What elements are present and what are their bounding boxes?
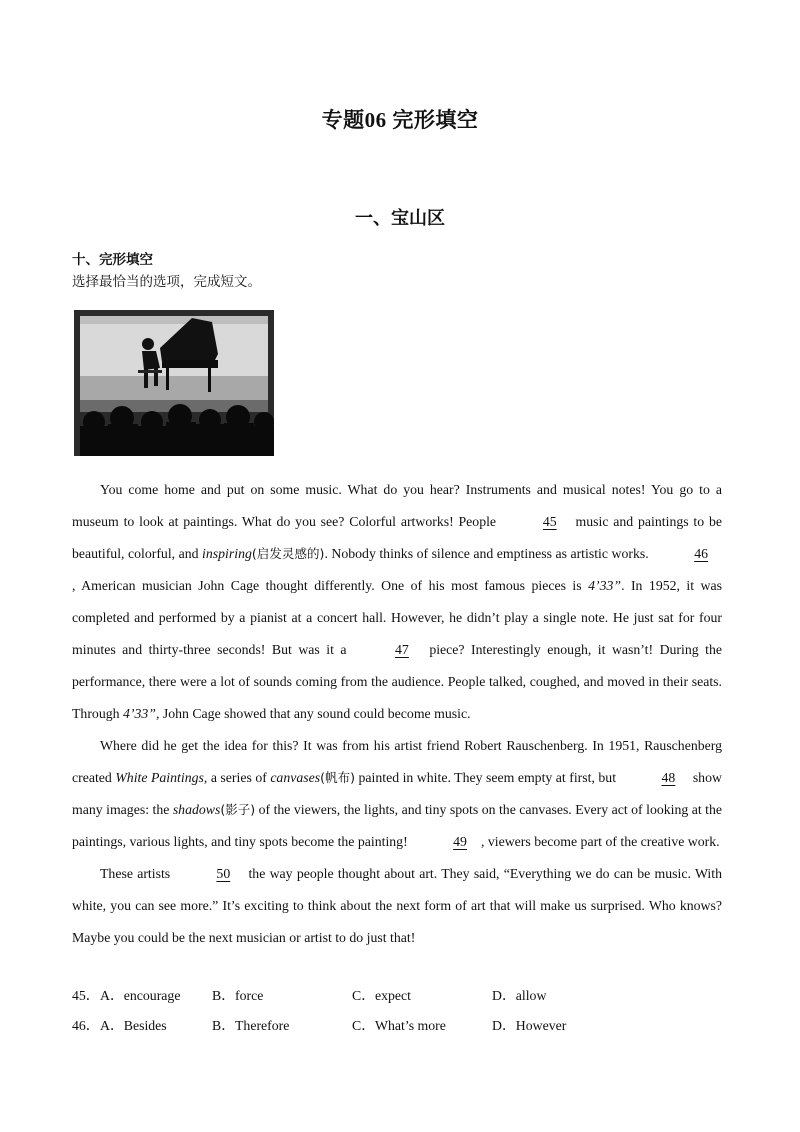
passage-text: You come home and put on some music. What do you hear? Instruments and musical notes! You go to a museum to look at paintings. What do you see? Colorful artworks! People <box>72 482 722 529</box>
option-46-d[interactable]: D．However <box>492 1018 567 1033</box>
passage-text: . Nobody thinks of silence and emptiness as artistic works. <box>324 546 653 561</box>
passage-text: painted in white. They seem empty at first, but <box>355 770 620 785</box>
passage-paragraph-2 <box>72 730 722 858</box>
passage-text: the way people thought about art. They said, “Everything we do can be music. With white, you can see more.” It’s exciting to think about the next form of art that will make us surprised. Who knows? Maybe you could be the next musician or artist to do just that! <box>72 866 722 945</box>
section-title: 一、宝山区 <box>355 208 445 228</box>
cloze-passage <box>72 474 722 954</box>
word-canvases: canvases <box>270 770 321 785</box>
gloss-shadows: (影子) <box>220 802 256 817</box>
passage-text: , American musician John Cage thought differently. One of his most famous pieces is <box>72 578 589 593</box>
question-heading: 十、完形填空 <box>72 252 153 268</box>
blank-49: 49 <box>453 834 467 849</box>
gloss-canvases: (帆布) <box>320 770 355 785</box>
piano-performance-photo <box>72 304 276 460</box>
passage-text: . In 1952, it was completed and performed by a pianist at a concert hall. However, he didn’t play a single note. He just sat for four minutes and thirty-three seconds! But was it a <box>72 578 722 657</box>
passage-text: , viewers become part of the creative work. <box>480 834 720 849</box>
passage-text: , John Cage showed that any sound could become music. <box>155 706 471 721</box>
gloss-inspiring: (启发灵感的) <box>251 546 325 561</box>
option-45-d[interactable]: D．allow <box>492 988 547 1003</box>
blank-47: 47 <box>395 642 409 657</box>
question-instruction: 选择最恰当的选项，完成短文。 <box>72 274 261 290</box>
word-shadows: shadows <box>172 802 221 817</box>
blank-46: 46 <box>694 546 708 561</box>
option-46-b[interactable]: B．Therefore <box>212 1018 290 1033</box>
blank-48: 48 <box>661 770 676 785</box>
option-45-a[interactable]: A．encourage <box>100 988 181 1003</box>
question-number: 45． <box>72 988 100 1003</box>
work-title: White Paintings <box>115 770 204 785</box>
passage-text: music and paintings to be beautiful, colorful, and <box>72 514 723 561</box>
option-46-c[interactable]: C．What’s more <box>352 1018 446 1033</box>
option-45-b[interactable]: B．force <box>212 988 264 1003</box>
option-45-c[interactable]: C．expect <box>352 988 412 1003</box>
passage-text: piece? Interestingly enough, it wasn’t! During the performance, there were a lot of sounds coming from the audience. People talked, coughed, and moved in their seats. Through <box>72 642 723 721</box>
passage-text: of the viewers, the lights, and tiny spots on the canvases. Every act of looking at the paintings, various lights, and tiny spots become the painting! <box>72 802 723 849</box>
option-46-a[interactable]: A．Besides <box>100 1018 167 1033</box>
piece-title: 4’33” <box>122 706 156 721</box>
passage-text: show many images: the <box>72 770 722 817</box>
passage-text: , a series of <box>203 770 271 785</box>
word-inspiring: inspiring <box>202 546 252 561</box>
passage-paragraph-3 <box>72 858 722 954</box>
passage-text: Where did he get the idea for this? It was from his artist friend Robert Rauschenberg. In 1951, Rauschenberg created <box>72 738 722 785</box>
blank-50: 50 <box>216 866 231 881</box>
passage-paragraph-1 <box>72 474 722 730</box>
document-title: 专题06 完形填空 <box>321 108 479 132</box>
piece-title: 4’33” <box>588 578 622 593</box>
blank-45: 45 <box>542 514 557 529</box>
question-number: 46． <box>72 1018 100 1033</box>
passage-text: These artists <box>100 866 175 881</box>
